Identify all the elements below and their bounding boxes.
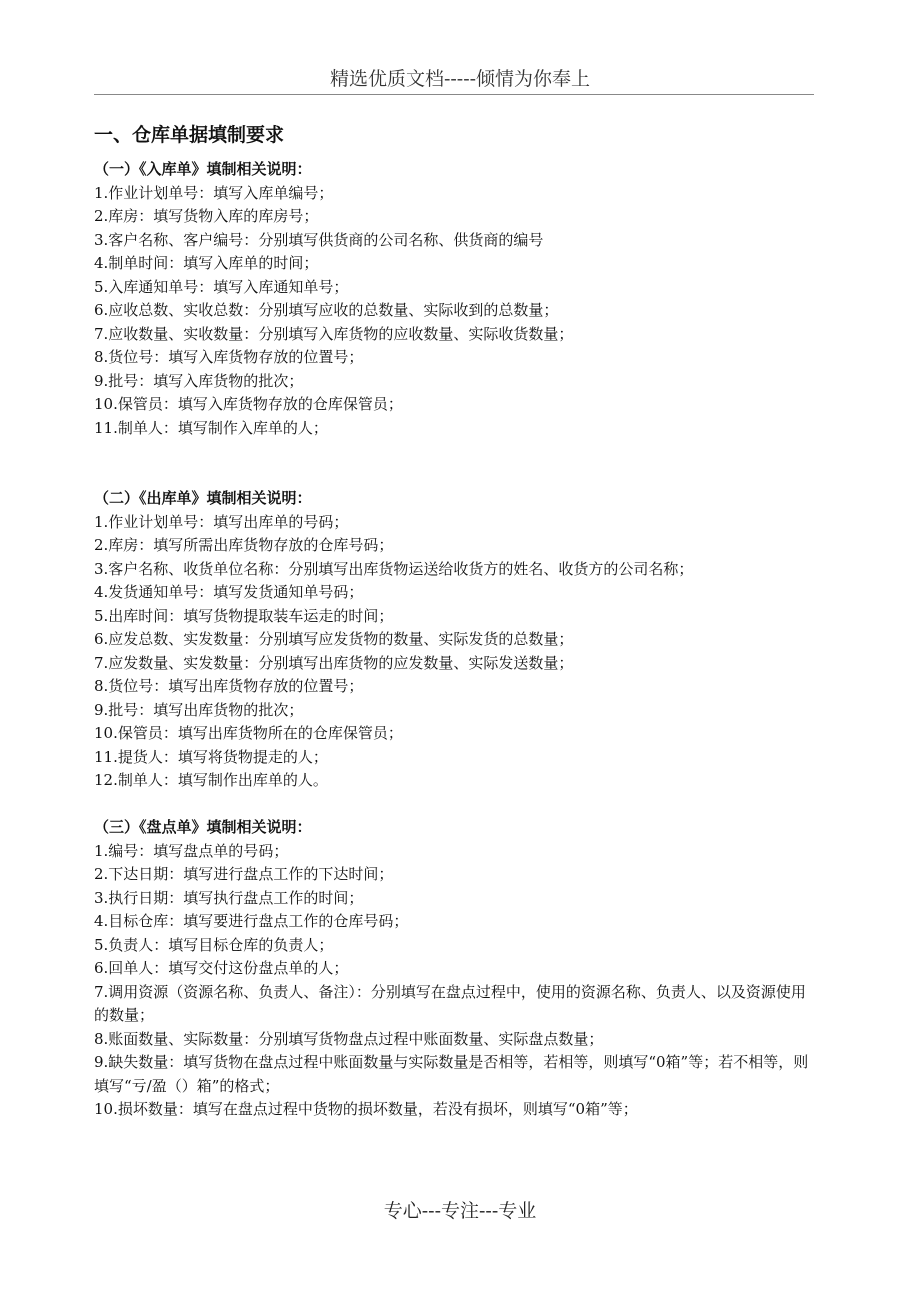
list-item: 9.批号：填写出库货物的批次； [94, 700, 304, 719]
list-item: 1.作业计划单号：填写出库单的号码； [94, 512, 349, 531]
list-item: 2.下达日期：填写进行盘点工作的下达时间； [94, 865, 394, 883]
section-title: （三）《盘点单》填制相关说明： [94, 818, 312, 836]
list-item: 5.出库时间：填写货物提取装车运走的时间； [94, 606, 394, 625]
list-item: 12.制单人：填写制作出库单的人。 [94, 771, 328, 789]
list-item: 8.货位号：填写入库货物存放的位置号； [94, 348, 364, 366]
list-item: 7.调用资源（资源名称、负责人、备注）：分别填写在盘点过程中，使用的资源名称、负责人、以及资源使用的数量； [94, 982, 806, 1024]
list-item: 7.应发数量、实发数量：分别填写出库货物的应发数量、实际发送数量； [94, 653, 574, 672]
list-item: 11.提货人：填写将货物提走的人； [94, 747, 328, 766]
document-body [94, 120, 814, 1122]
list-item: 8.货位号：填写出库货物存放的位置号； [94, 677, 364, 695]
spacer [94, 793, 814, 817]
list-item: 3.客户名称、客户编号：分别填写供货商的公司名称、供货商的编号 [94, 230, 544, 249]
list-item: 9.缺失数量：填写货物在盘点过程中账面数量与实际数量是否相等，若相等，则填写“0箱”等；若不相等，则填写“亏/盈（）箱”的格式； [94, 1053, 809, 1095]
list-item: 5.负责人：填写目标仓库的负责人； [94, 935, 334, 954]
list-item: 11.制单人：填写制作入库单的人； [94, 418, 328, 437]
spacer [94, 440, 814, 487]
list-item: 3.执行日期：填写执行盘点工作的时间； [94, 888, 364, 907]
list-item: 4.发货通知单号：填写发货通知单号码； [94, 583, 364, 601]
list-item: 3.客户名称、收货单位名称：分别填写出库货物运送给收货方的姓名、收货方的公司名称； [94, 559, 694, 578]
main-title: 一、仓库单据填制要求 [94, 124, 285, 146]
list-item: 8.账面数量、实际数量：分别填写货物盘点过程中账面数量、实际盘点数量； [94, 1029, 604, 1048]
list-item: 2.库房：填写货物入库的库房号； [94, 207, 319, 225]
list-item: 1.作业计划单号：填写入库单编号； [94, 183, 334, 202]
list-item: 2.库房：填写所需出库货物存放的仓库号码； [94, 536, 394, 554]
list-item: 7.应收数量、实收数量：分别填写入库货物的应收数量、实际收货数量； [94, 324, 574, 343]
list-item: 6.应收总数、实收总数：分别填写应收的总数量、实际收到的总数量； [94, 301, 559, 319]
list-item: 10.保管员：填写入库货物存放的仓库保管员； [94, 395, 403, 413]
header-divider [94, 94, 814, 95]
page-header: 精选优质文档-----倾情为你奉上 [329, 68, 591, 90]
section-title: （二）《出库单》填制相关说明： [94, 489, 312, 507]
list-item: 6.回单人：填写交付这份盘点单的人； [94, 959, 349, 977]
list-item: 9.批号：填写入库货物的批次； [94, 371, 304, 390]
page-footer: 专心---专注---专业 [383, 1200, 537, 1222]
list-item: 10.保管员：填写出库货物所在的仓库保管员； [94, 724, 403, 742]
section-outbound [94, 487, 814, 793]
list-item: 5.入库通知单号：填写入库通知单号； [94, 277, 349, 296]
list-item: 10.损坏数量：填写在盘点过程中货物的损坏数量，若没有损坏，则填写“0箱”等； [94, 1100, 638, 1118]
list-item: 4.制单时间：填写入库单的时间； [94, 254, 319, 272]
section-title: （一）《入库单》填制相关说明： [94, 160, 312, 178]
list-item: 4.目标仓库：填写要进行盘点工作的仓库号码； [94, 912, 409, 930]
list-item: 1.编号：填写盘点单的号码； [94, 841, 289, 860]
list-item: 6.应发总数、实发数量：分别填写应发货物的数量、实际发货的总数量； [94, 630, 574, 648]
section-inventory [94, 816, 814, 1122]
section-inbound [94, 158, 814, 440]
